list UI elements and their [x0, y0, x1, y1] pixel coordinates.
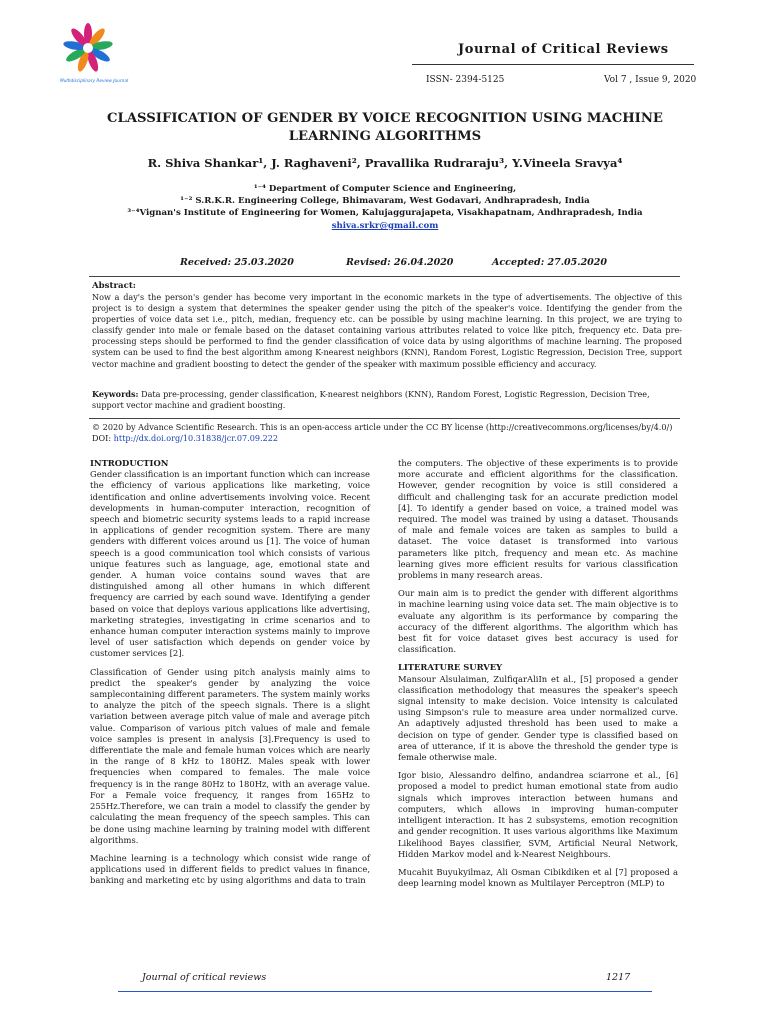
keywords: [92, 389, 682, 411]
affiliation-2: ¹⁻² S.R.K.R. Engineering College, Bhimavaram, West Godavari, Andhrapradesh, India: [180, 196, 590, 206]
accepted-date: Accepted: 27.05.2020: [492, 257, 608, 268]
abstract-heading: Abstract:: [92, 281, 136, 291]
paper-authors: R. Shiva Shankar¹, J. Raghaveni², Pravallika Rudraraju³, Y.Vineela Sravya⁴: [147, 156, 623, 170]
revised-date: Revised: 26.04.2020: [346, 257, 454, 268]
affiliation-1: ¹⁻⁴ Department of Computer Science and Engineering,: [253, 184, 517, 194]
right-column: [398, 458, 678, 896]
literature-paragraph-1: Mansour Alsulaiman, ZulfiqarAliIn et al., [5] proposed a gender classification methodology that measures the speaker's speech signal intensity to make decision. Voice intensity is calculated using Simpson's rule to measure area under normalized curve. An adaptively adjusted threshold has been used to make a decision on type of gender. Gender type is classified based on area of utterance, if it is above the threshold the gender type is female otherwise male.: [398, 673, 678, 763]
keywords-text: Data pre-processing, gender classification, K-nearest neighbors (KNN), Random Forest, Logistic Regression, Decision Tree, support vector machine and gradient boosting.: [92, 389, 650, 411]
introduction-heading: INTRODUCTION: [90, 458, 169, 468]
doi-link[interactable]: http://dx.doi.org/10.31838/jcr.07.09.222: [113, 433, 279, 443]
received-date: Received: 25.03.2020: [180, 257, 294, 268]
intro-paragraph-3: Machine learning is a technology which consist wide range of applications used in different fields to predict values in finance, banking and marketing etc by using algorithms and data to train: [90, 852, 370, 886]
abstract-top-rule: [89, 276, 680, 277]
issn: ISSN- 2394-5125: [426, 75, 505, 85]
footer-rule: [118, 991, 652, 992]
journal-logo: [58, 22, 138, 86]
abstract-bottom-rule: [89, 418, 680, 419]
header-rule: [412, 64, 694, 65]
intro-paragraph-1: Gender classification is an important function which can increase the efficiency of various applications like marketing, voice identification and online advertisements involving voice. Recent developments in human-computer interaction, recognition of speech and biometric security systems leads to a rapid increase in applications of gender recognition system. There are many genders with different voices around us [1]. The voice of human speech is a good communication tool which consists of various unique features such as language, age, emotional state and gender. A human voice contains sound waves that are distinguished among all other humans in which different frequency are carried by each sound wave. Identifying a gender based on voice that deploys various applications like advertising, marketing strategies, investigating in crime scenarios and to enhance human computer interaction systems mainly to improve level of user satisfaction which depends on gender voice by customer services [2].: [90, 469, 370, 659]
literature-survey-heading: LITERATURE SURVEY: [398, 662, 503, 673]
license-text: © 2020 by Advance Scientific Research. This is an open-access article under the CC BY license (http://creativecommons.org/licenses/by/4.0/): [92, 422, 673, 432]
abstract-text: Now a day's the person's gender has become very important in the economic markets in the type of advertisements. The objective of this project is to design a system that determines the speaker gender using the pitch of the speaker's voice. Identifying the gender from the properties of voice data set i.e., pitch, median, frequency etc. can be possible by using machine learning. In this project, we are trying to classify gender into male or female based on the dataset containing various attributes related to voice like pitch, frequency etc. Data pre-processing steps should be performed to find the gender classification of voice data by using algorithms of machine learning. The proposed system can be used to find the best algorithm among K-nearest neighbors (KNN), Random Forest, Logistic Regression, Decision Tree, support vector machine and gradient boosting to detect the gender of the speaker with maximum possible efficiency and accuracy.: [92, 292, 682, 369]
keywords-label: Keywords:: [92, 389, 139, 399]
intro-paragraph-2: Classification of Gender using pitch analysis mainly aims to predict the speaker's gender by analyzing the voice samplecontaining different parameters. The system mainly works to analyze the pitch of the speech signals. There is a slight variation between average pitch value of male and average pitch value. Comparison of various pitch values of male and female voice samples is present in analysis [3].Frequency is used to differentiate the male and female human voices which are nearly in the range of 8 kHz to 180HZ. Males speak with lower frequencies when compared to females. The male voice frequency is in the range 80Hz to 180Hz, with an average value. For a Female voice frequency, it ranges from 165Hz to 255Hz.Therefore, we can train a model to classify the gender by calculating the mean frequency of the speech samples. This can be done using machine learning by training model with different algorithms.: [90, 666, 370, 845]
right-paragraph-1: the computers. The objective of these experiments is to provide more accurate and efficient algorithms for the classification. However, gender recognition by voice is still considered a difficult and challenging task for an accurate prediction model [4]. To identify a gender based on voice, a trained model was required. The model was trained by using a dataset. Thousands of male and female voices are taken as samples to build a dataset. The voice dataset is transformed into various parameters like pitch, frequency and mean etc. As machine learning gives more efficient results for various classification problems in many research areas.: [398, 458, 678, 581]
literature-paragraph-3: Mucahit Buyukyilmaz, Ali Osman Cibikdiken et al [7] proposed a deep learning model known as Multilayer Perceptron (MLP) to: [398, 866, 678, 889]
license-block: [92, 422, 682, 444]
page-number: 1217: [606, 972, 631, 983]
journal-name: Journal of Critical Reviews: [458, 42, 669, 57]
paper-title: CLASSIFICATION OF GENDER BY VOICE RECOGNITION USING MACHINE LEARNING ALGORITHMS: [107, 111, 663, 144]
left-column: [90, 458, 370, 894]
literature-paragraph-2: Igor bisio, Alessandro delfino, andandrea sciarrone et al., [6] proposed a model to predict human emotional state from audio signals which improves interaction between humans and computers, which allows in improving human-computer intelligent interaction. It has 2 subsystems, emotion recognition and gender recognition. It uses various algorithms like Maximum Likelihood Bayes classifier, SVM, Artificial Neural Network, Hidden Markov model and k-Nearest Neighbours.: [398, 770, 678, 859]
right-paragraph-2: Our main aim is to predict the gender with different algorithms in machine learning using voice data set. The main objective is to evaluate any algorithm is its performance by comparing the accuracy of the different algorithms. The algorithm which has best fit for voice dataset gives best accuracy is used for classification.: [398, 588, 678, 655]
author-email-link[interactable]: shiva.srkr@gmail.com: [331, 221, 439, 231]
logo-caption: Multidisciplinary Review Journal: [60, 79, 129, 84]
footer-journal-name: Journal of critical reviews: [142, 972, 267, 983]
volume-issue: Vol 7 , Issue 9, 2020: [604, 75, 697, 85]
affiliation-3: ³⁻⁴Vignan's Institute of Engineering for Women, Kalujaggurajapeta, Visakhapatnam, Andhrapradesh, India: [127, 208, 643, 218]
doi-label: DOI:: [92, 433, 114, 443]
